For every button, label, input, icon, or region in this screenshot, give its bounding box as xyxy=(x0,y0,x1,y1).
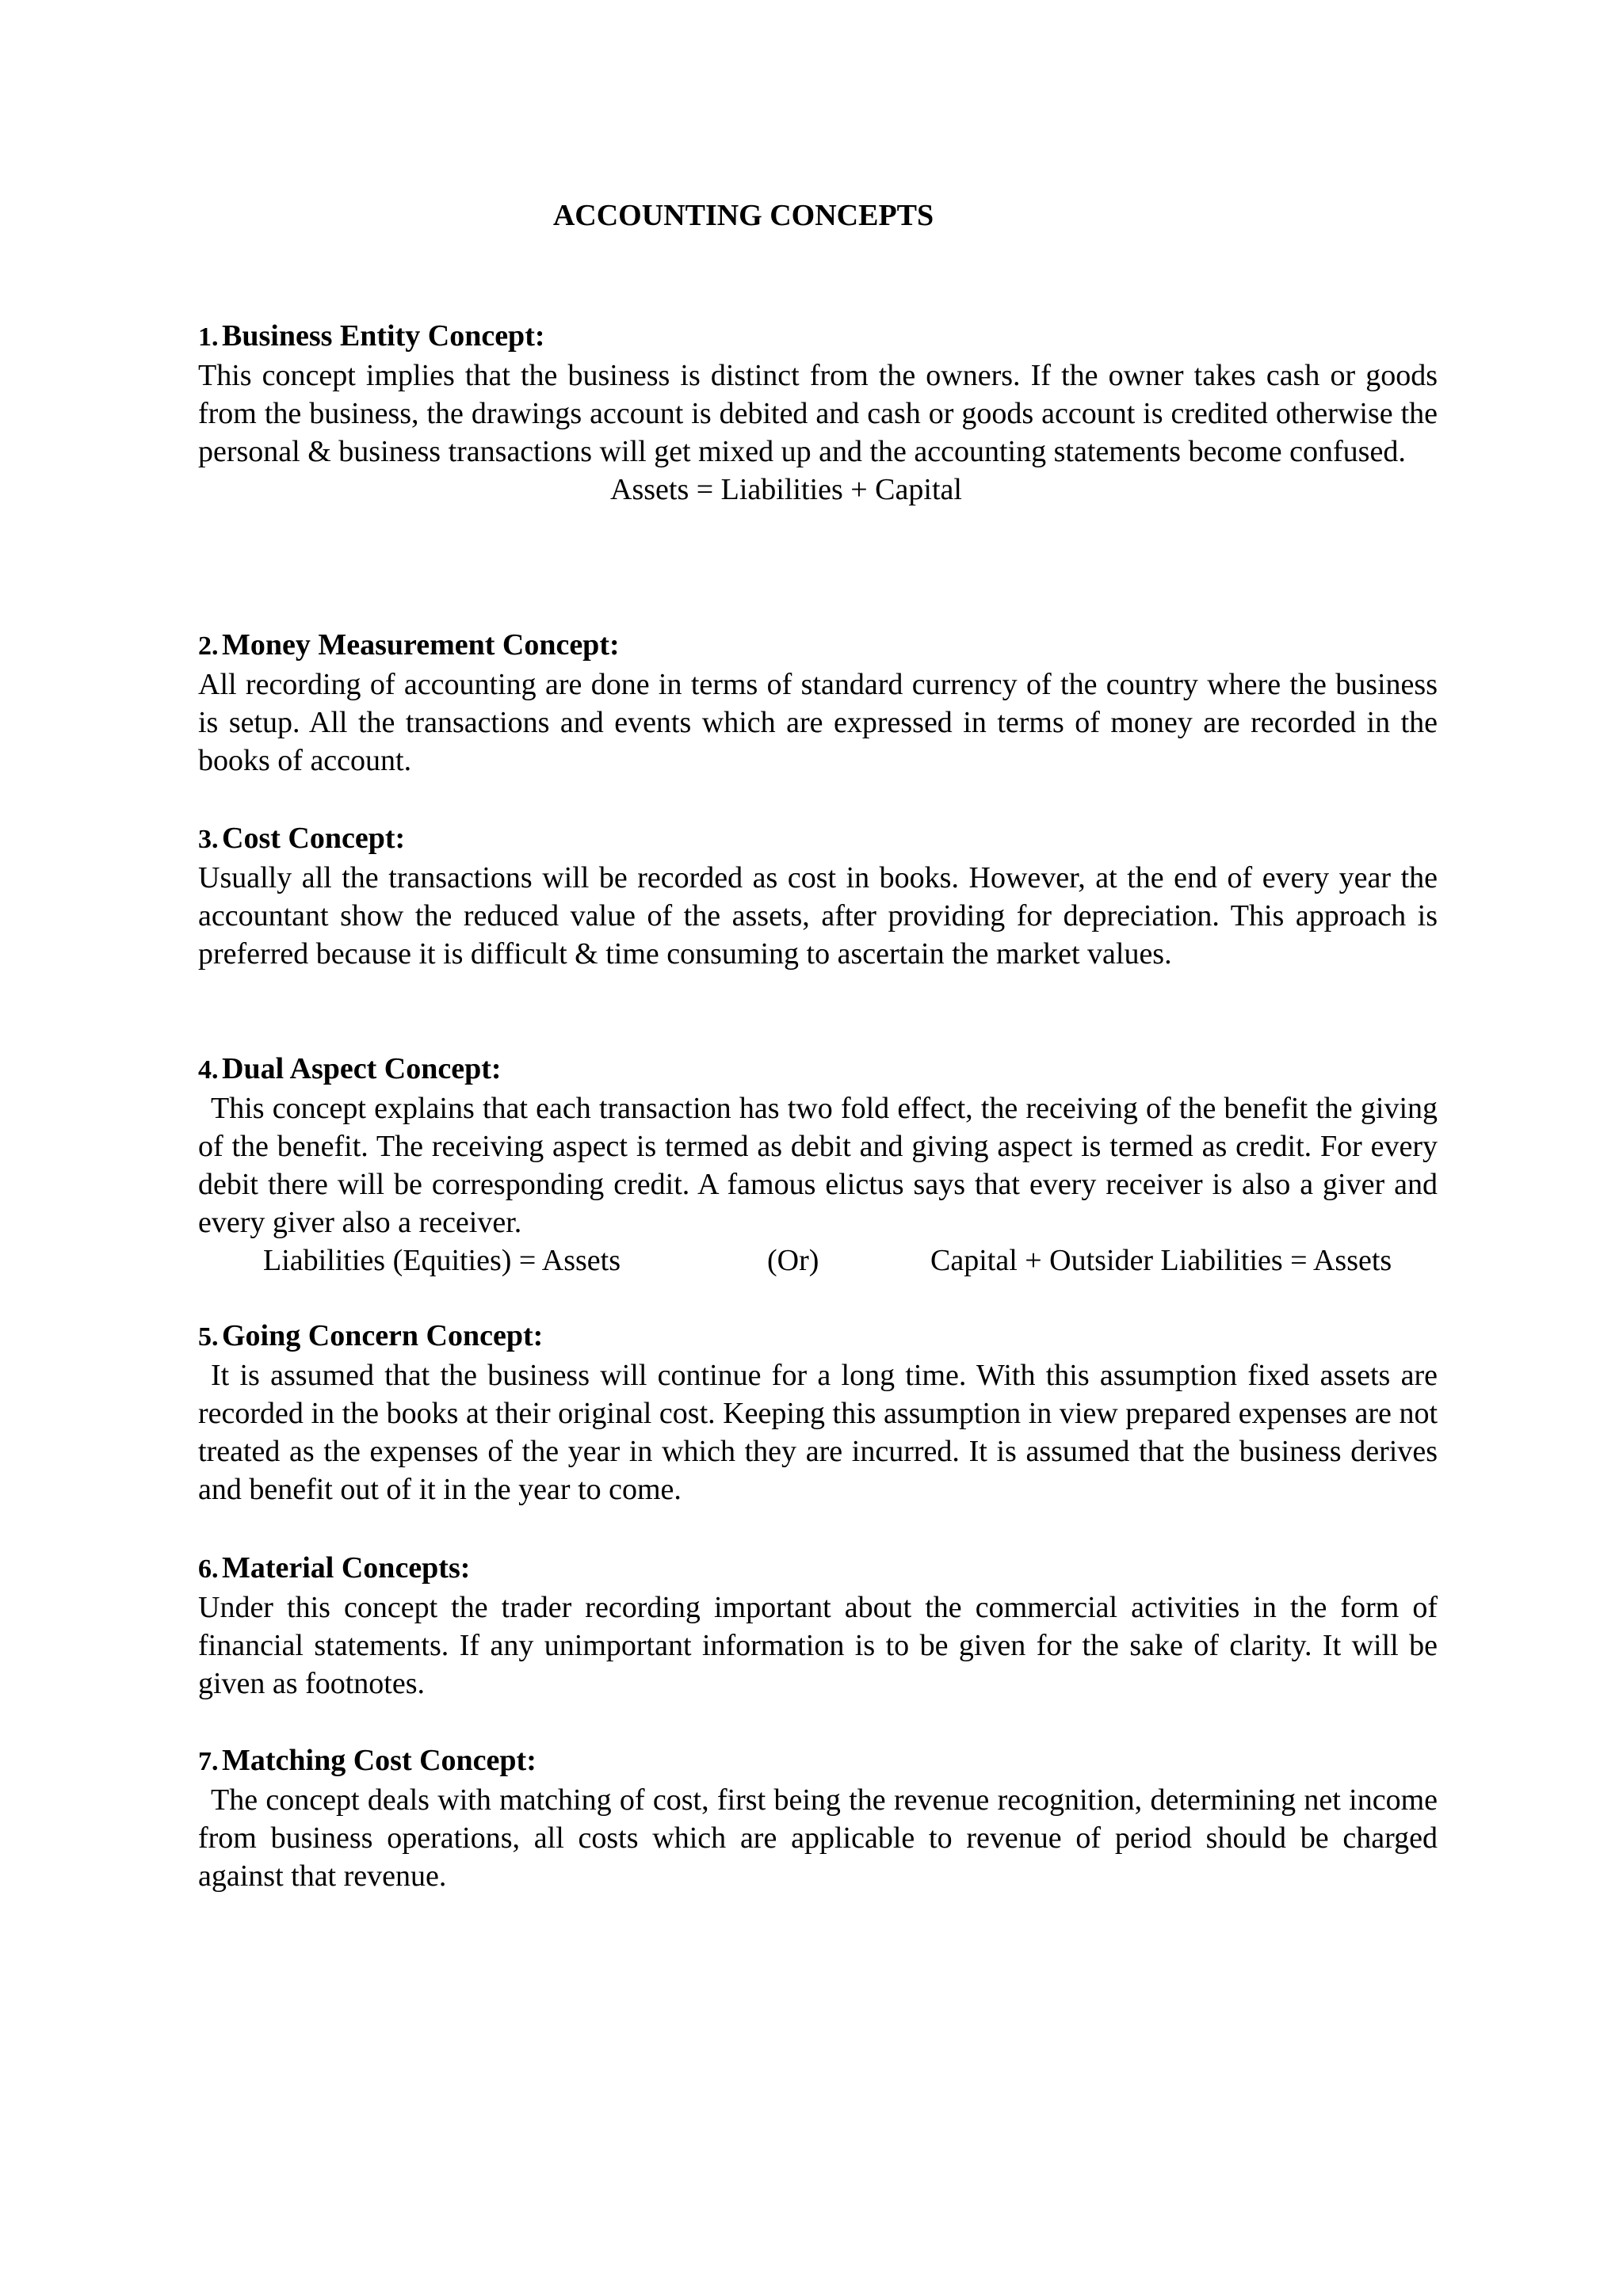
formula-left: Liabilities (Equities) = Assets xyxy=(263,1244,621,1277)
section-title: Matching Cost Concept: xyxy=(222,1744,537,1777)
section-number: 7. xyxy=(198,1747,219,1776)
section-number: 3. xyxy=(198,825,219,854)
section-title: Cost Concept: xyxy=(222,822,406,855)
section-matching-cost xyxy=(198,1741,1438,1895)
section-cost xyxy=(198,819,1438,973)
section-title: Business Entity Concept: xyxy=(222,319,545,353)
formula-right: Capital + Outsider Liabilities = Assets xyxy=(930,1244,1392,1277)
section-body: Under this concept the trader recording important about the commercial activities in the form of financial statements. If any unimportant information is to be given for the sake of clarity. It will be given as footnotes. xyxy=(198,1591,1438,1700)
section-title: Money Measurement Concept: xyxy=(222,628,620,662)
section-number: 4. xyxy=(198,1055,219,1085)
section-money-measurement xyxy=(198,626,1438,780)
section-body: It is assumed that the business will continue for a long time. With this assumption fixed assets are recorded in the books at their original cost. Keeping this assumption in view prepared expenses are not treated as the expenses of the year in which they are incurred. It is assumed that the business derives and benefit out of it in the year to come. xyxy=(198,1359,1438,1506)
section-heading xyxy=(198,1317,1438,1356)
formula-row xyxy=(198,1241,1438,1280)
page-title: ACCOUNTING CONCEPTS xyxy=(552,199,934,232)
section-heading xyxy=(198,1050,1438,1089)
section-heading xyxy=(198,1549,1438,1589)
section-body: This concept implies that the business is distinct from the owners. If the owner takes cash or goods from the business, the drawings account is debited and cash or goods account is credited otherwise the personal & business transactions will get mixed up and the accounting statements become confused. xyxy=(198,359,1438,468)
section-title: Going Concern Concept: xyxy=(222,1319,544,1352)
section-going-concern xyxy=(198,1317,1438,1508)
section-heading xyxy=(198,626,1438,666)
section-material xyxy=(198,1549,1438,1703)
formula: Assets = Liabilities + Capital xyxy=(610,473,962,506)
section-body: This concept explains that each transaction has two fold effect, the receiving of the benefit the giving of the benefit. The receiving aspect is termed as debit and giving aspect is termed as credit. For every debit there will be corresponding credit. A famous elictus says that every receiver is also a giver and every giver also a receiver. xyxy=(198,1092,1438,1239)
formula-or: (Or) xyxy=(767,1244,819,1277)
section-number: 1. xyxy=(198,322,219,352)
section-heading xyxy=(198,1741,1438,1781)
section-heading xyxy=(198,819,1438,859)
section-number: 6. xyxy=(198,1554,219,1584)
section-body: Usually all the transactions will be recorded as cost in books. However, at the end of every year the accountant show the reduced value of the assets, after providing for depreciation. This approach is preferred because it is difficult & time consuming to ascertain the market values. xyxy=(198,861,1438,971)
section-business-entity xyxy=(198,317,1438,509)
section-body: The concept deals with matching of cost, first being the revenue recognition, determining net income from business operations, all costs which are applicable to revenue of period should be charged against that revenue. xyxy=(198,1783,1438,1893)
section-heading xyxy=(198,317,1438,357)
section-number: 5. xyxy=(198,1322,219,1352)
section-dual-aspect xyxy=(198,1050,1438,1280)
section-number: 2. xyxy=(198,631,219,661)
section-title: Material Concepts: xyxy=(222,1551,471,1585)
section-title: Dual Aspect Concept: xyxy=(222,1052,502,1085)
section-body: All recording of accounting are done in terms of standard currency of the country where the business is setup. All the transactions and events which are expressed in terms of money are recorded in the books of account. xyxy=(198,668,1438,777)
